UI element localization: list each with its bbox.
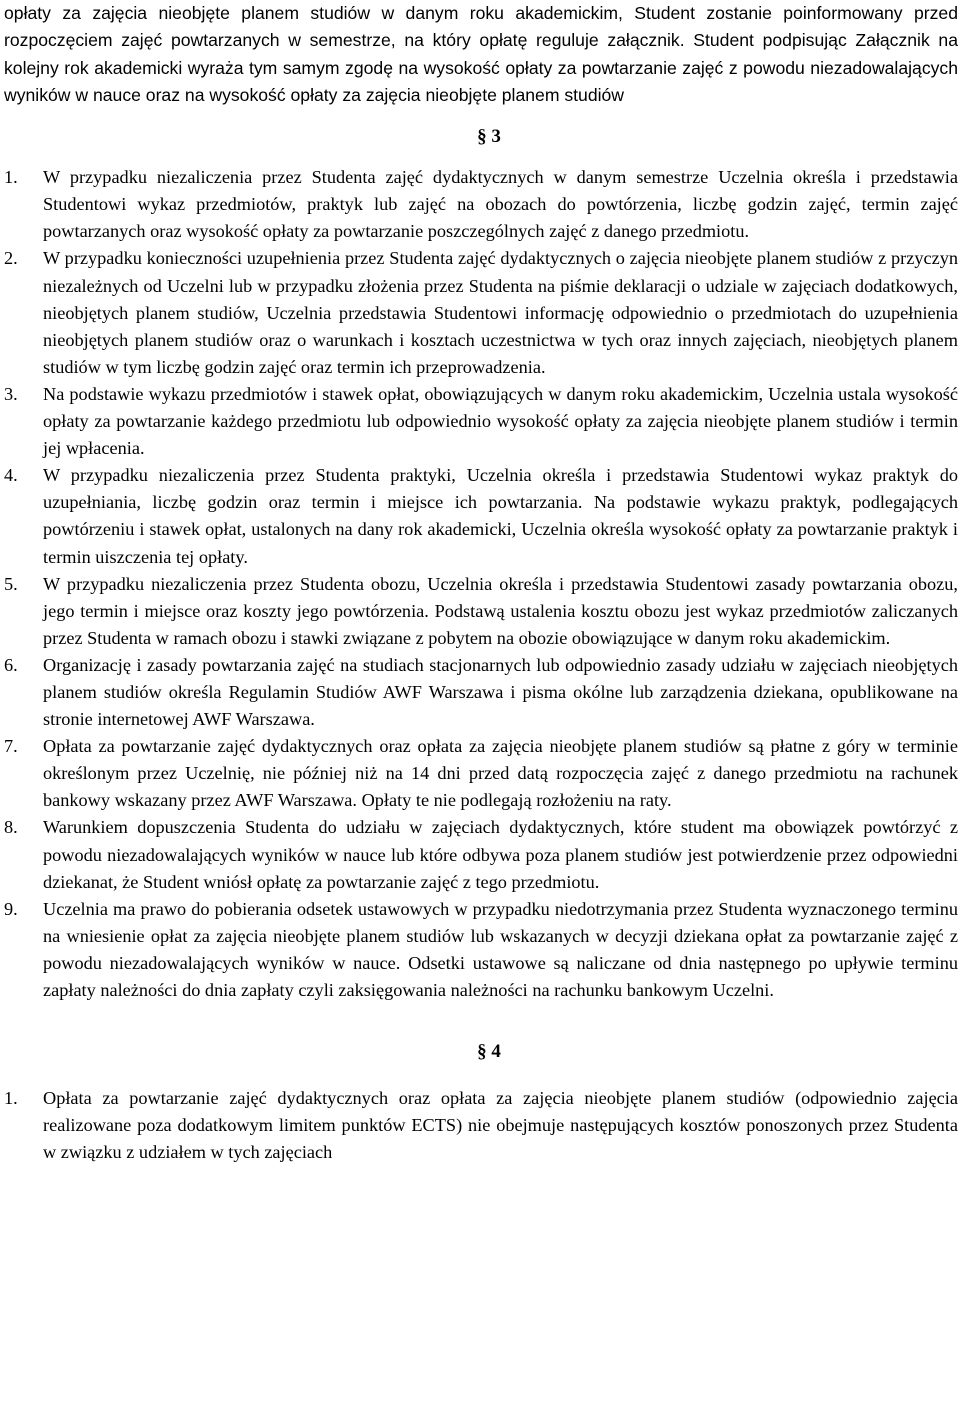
item-number: 7. — [4, 736, 18, 757]
section-3-list — [4, 164, 958, 1004]
item-text: W przypadku konieczności uzupełnienia przez Studenta zajęć dydaktycznych o zajęcia nieobjęte planem studiów z przyczyn niezależnych od Uczelni lub w przypadku złożenia przez Studenta na piśmie deklaracji o udziale w zajęciach dodatkowych, nieobjętych planem studiów, Uczelnia przedstawia Studentowi informację odpowiednio o przedmiotach do uzupełnienia nieobjętych planem studiów oraz o warunkach i kosztach uczestnictwa w tych oraz innych zajęciach, nieobjętych planem studiów w tym liczbę godzin zajęć oraz termin ich przeprowadzenia. — [43, 248, 958, 377]
item-text: Opłata za powtarzanie zajęć dydaktycznych oraz opłata za zajęcia nieobjęte planem studiów (odpowiednio zajęcia realizowane poza dodatkowym limitem punktów ECTS) nie obejmuje następujących kosztów ponoszonych przez Studenta w związku z udziałem w tych zajęciach — [43, 1088, 958, 1163]
item-text: Uczelnia ma prawo do pobierania odsetek ustawowych w przypadku niedotrzymania przez Studenta wyznaczonego terminu na wniesienie opłat za zajęcia nieobjęte planem studiów lub wskazanych w decyzji dziekana opłat za powtarzanie zajęć z powodu niezadowalających wyników w nauce. Odsetki ustawowe są naliczane od dnia następnego po upływie terminu zapłaty należności do dnia zapłaty czyli zaksięgowania należności na rachunku bankowym Uczelni. — [43, 898, 958, 1000]
item-text: W przypadku niezaliczenia przez Studenta zajęć dydaktycznych w danym semestrze Uczelnia określa i przedstawia Studentowi wykaz przedmiotów, praktyk lub zajęć na obozach do powtórzenia, liczbę godzin zajęć, termin zajęć powtarzanych oraz wysokość opłaty za powtarzanie poszczególnych zajęć z danego przedmiotu. — [43, 167, 958, 242]
item-text: W przypadku niezaliczenia przez Studenta obozu, Uczelnia określa i przedstawia Studentowi zasady powtarzania obozu, jego termin i miejsce oraz koszty jego powtórzenia. Podstawą ustalenia kosztu obozu jest wykaz przedmiotów zaliczanych przez Studenta w ramach obozu i stawki związane z pobytem na obozie obowiązujące w danym roku akademickim. — [43, 573, 958, 648]
list-item — [4, 164, 958, 245]
list-item — [4, 245, 958, 380]
item-number: 2. — [4, 248, 18, 269]
list-item — [4, 733, 958, 814]
document-page — [4, 0, 958, 1166]
item-number: 1. — [4, 167, 18, 188]
section-4-list — [4, 1085, 958, 1166]
list-item — [4, 896, 958, 1004]
item-number: 5. — [4, 573, 18, 594]
item-text: Organizację i zasady powtarzania zajęć na studiach stacjonarnych lub odpowiednio zasady udziału w zajęciach nieobjętych planem studiów określa Regulamin Studiów AWF Warszawa i pisma okólne lub zarządzenia dziekana, opublikowane na stronie internetowej AWF Warszawa. — [43, 654, 958, 730]
list-item — [4, 1085, 958, 1166]
item-number: 3. — [4, 383, 18, 404]
list-item — [4, 652, 958, 733]
list-item — [4, 381, 958, 462]
item-number: 4. — [4, 465, 18, 486]
item-text: Na podstawie wykazu przedmiotów i stawek opłat, obowiązujących w danym roku akademickim, Uczelnia ustala wysokość opłaty za powtarzanie każdego przedmiotu lub odpowiednio wysokość opłaty za zajęcia nieobjęte planem studiów i termin jej wpłacenia. — [43, 383, 958, 459]
section-4-heading: § 4 — [477, 1041, 501, 1063]
list-item — [4, 462, 958, 570]
list-item — [4, 571, 958, 652]
intro-paragraph: opłaty za zajęcia nieobjęte planem studiów w danym roku akademickim, Student zostanie poinformowany przed rozpoczęciem zajęć powtarzanych w semestrze, na który opłatę reguluje załącznik. Student podpisując Załącznik na kolejny rok akademicki wyraża tym samym zgodę na wysokość opłaty za powtarzanie zajęć z powodu niezadowalających wyników w nauce oraz na wysokość opłaty za zajęcia nieobjęte planem studiów — [4, 3, 958, 105]
item-number: 9. — [4, 898, 18, 919]
section-3-heading: § 3 — [477, 126, 501, 148]
item-text: W przypadku niezaliczenia przez Studenta praktyki, Uczelnia określa i przedstawia Studentowi wykaz praktyk do uzupełniania, liczbę godzin oraz termin i miejsce ich powtarzania. Na podstawie wykazu praktyk, podlegających powtórzeniu i stawek opłat, ustalonych na dany rok akademicki, Uczelnia określa wysokość opłaty za powtarzanie praktyk i termin uiszczenia tej opłaty. — [43, 465, 958, 567]
list-item — [4, 814, 958, 895]
item-text: Opłata za powtarzanie zajęć dydaktycznych oraz opłata za zajęcia nieobjęte planem studiów są płatne z góry w terminie określonym przez Uczelnię, nie później niż na 14 dni przed datą rozpoczęcia zajęć z danego przedmiotu na rachunek bankowy wskazany przez AWF Warszawa. Opłaty te nie podlegają rozłożeniu na raty. — [43, 736, 958, 811]
item-number: 6. — [4, 654, 18, 675]
item-number: 8. — [4, 817, 18, 838]
item-text: Warunkiem dopuszczenia Studenta do udziału w zajęciach dydaktycznych, które student ma obowiązek powtórzyć z powodu niezadowalających wyników w nauce lub które odbywa poza planem studiów jest potwierdzenie przez odpowiedni dziekanat, że Student wniósł opłatę za powtarzanie zajęć z tego przedmiotu. — [43, 817, 958, 892]
item-number: 1. — [4, 1088, 18, 1109]
